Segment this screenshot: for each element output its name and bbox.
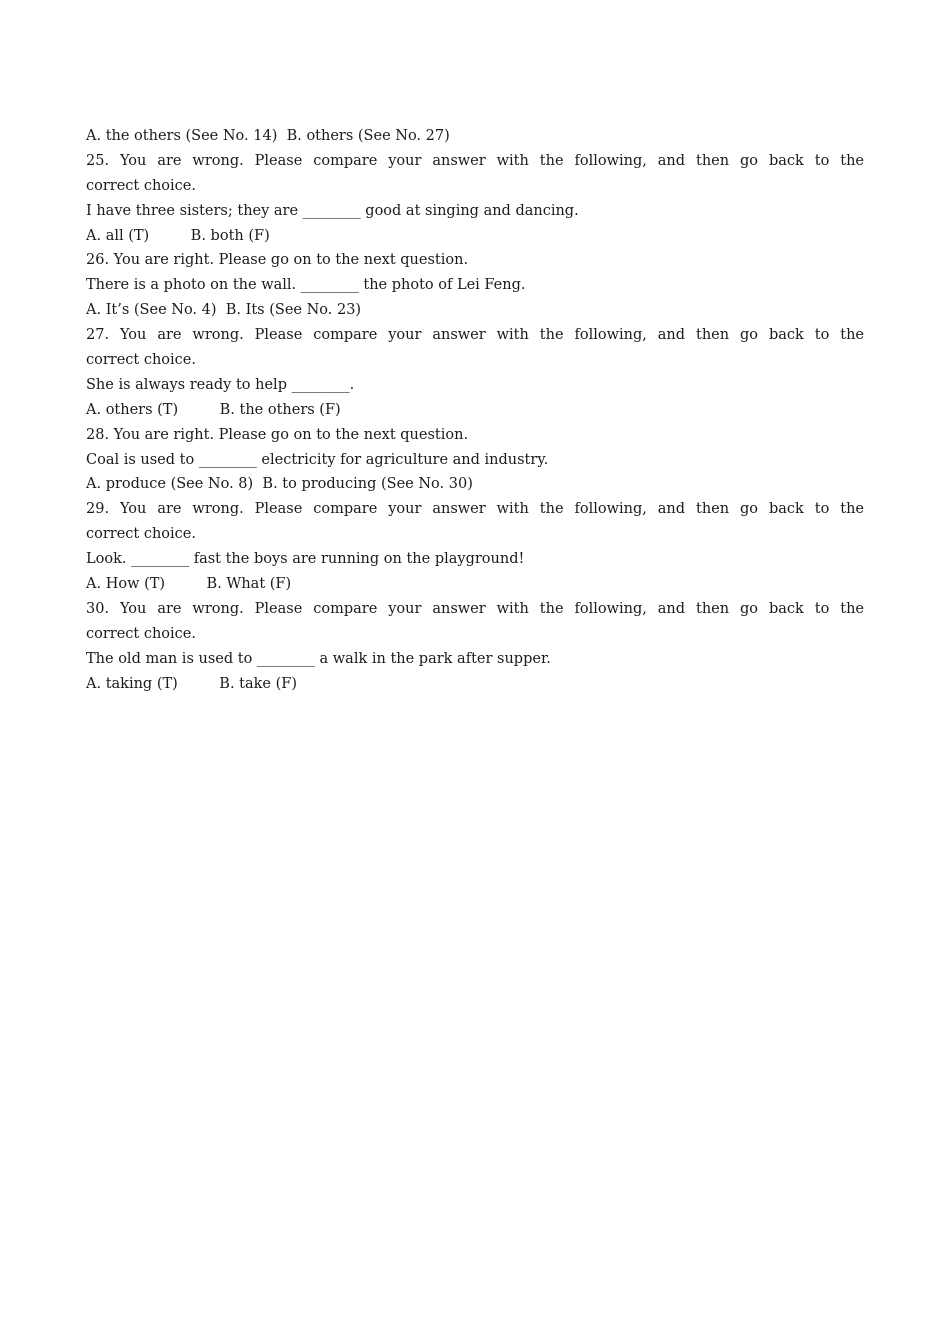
text-line-options-24: A. the others (See No. 14) B. others (See No. 27) [86,128,450,144]
text-line-feedback-25: 25. You are wrong. Please compare your answer with the following, and then go back to the [86,152,864,169]
text-line-options-28: A. produce (See No. 8) B. to producing (See No. 30) [86,476,473,493]
document-page [86,124,864,696]
text-line-options-26: A. It’s (See No. 4) B. Its (See No. 23) [86,302,362,319]
text-line-feedback-29-cont: correct choice. [86,526,196,543]
text-line-feedback-25-cont: correct choice. [86,177,196,194]
text-line-feedback-28: 28. You are right. Please go on to the next question. [86,426,469,443]
text-line-question-29: Look. ________ fast the boys are running on the playground! [86,551,525,568]
text-line-options-30: A. taking (T) B. take (F) [86,675,297,692]
text-line-options-27: A. others (T) B. the others (F) [86,401,341,418]
text-line-feedback-30-cont: correct choice. [86,625,196,642]
text-line-question-25: I have three sisters; they are ________ good at singing and dancing. [86,202,579,219]
text-line-question-30: The old man is used to ________ a walk in the park after supper. [86,650,551,667]
text-line-question-26: There is a photo on the wall. ________ the photo of Lei Feng. [86,277,526,294]
text-line-feedback-26: 26. You are right. Please go on to the next question. [86,252,469,269]
text-line-feedback-30: 30. You are wrong. Please compare your answer with the following, and then go back to the [86,600,864,617]
text-line-options-29: A. How (T) B. What (F) [86,576,292,593]
text-line-feedback-27-cont: correct choice. [86,352,196,369]
text-line-options-25: A. all (T) B. both (F) [86,227,270,244]
text-line-feedback-27: 27. You are wrong. Please compare your answer with the following, and then go back to the [86,327,864,344]
text-line-question-27: She is always ready to help ________. [86,376,355,393]
text-line-question-28: Coal is used to ________ electricity for agriculture and industry. [86,451,549,468]
text-line-feedback-29: 29. You are wrong. Please compare your answer with the following, and then go back to the [86,501,864,518]
